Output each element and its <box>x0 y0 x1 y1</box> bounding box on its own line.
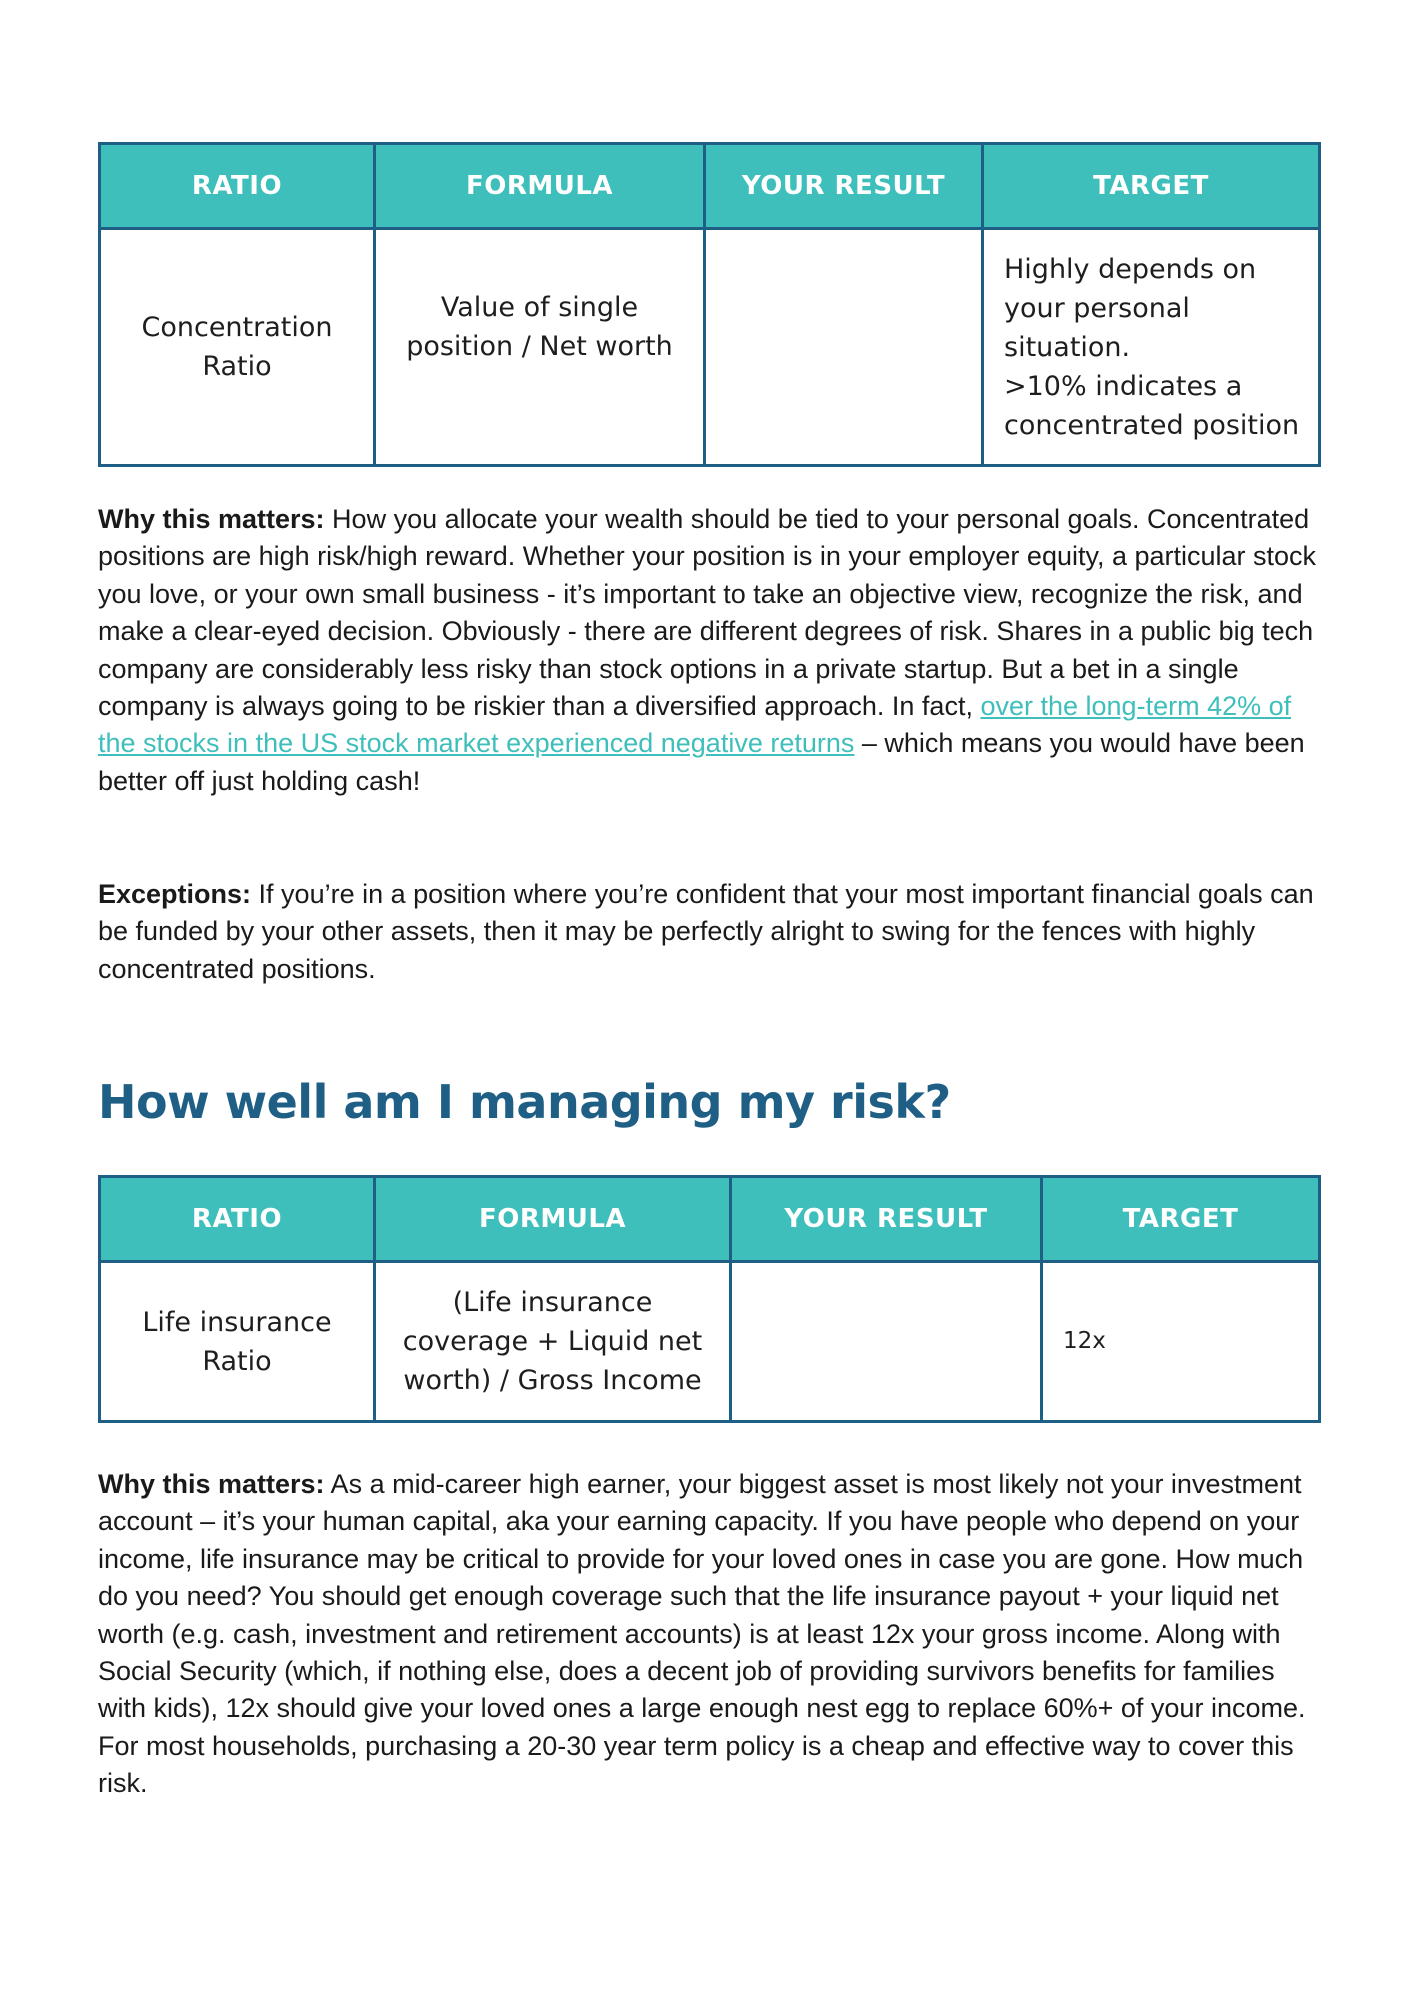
header-your-result: YOUR RESULT <box>705 144 983 229</box>
header-your-result: YOUR RESULT <box>731 1177 1042 1262</box>
ratio-name: Life insurance Ratio <box>142 1306 332 1377</box>
why-this-matters-paragraph-2 <box>98 1466 1328 1803</box>
header-target: TARGET <box>1042 1177 1320 1262</box>
target-text-line-2: >10% indicates a concentrated position <box>1004 370 1300 441</box>
header-ratio: RATIO <box>100 1177 375 1262</box>
header-formula: FORMULA <box>375 1177 731 1262</box>
ratio-cell <box>100 229 375 466</box>
why-this-matters-label: Why this matters: <box>98 504 325 534</box>
formula-text: Value of single position / Net worth <box>406 292 673 362</box>
table-row <box>100 229 1320 466</box>
exceptions-label: Exceptions: <box>98 879 252 909</box>
ratio-cell <box>100 1262 375 1422</box>
table-row <box>100 1262 1320 1422</box>
why-this-matters-label: Why this matters: <box>98 1469 325 1499</box>
why-text-before-link: How you allocate your wealth should be tied to your personal goals. Concentrated positions are high risk/high reward. Whether your position is in your employer equity, a particular stock you love, or your own small business - it’s important to take an objective view, recognize the risk, and make a clear-eyed decision. Obviously - there are different degrees of risk. Shares in a public big tech company are considerably less risky than stock options in a private startup. But a bet in a single company is always going to be riskier than a diversified approach. In fact, <box>98 504 1317 722</box>
negative-returns-link[interactable]: over the long-term 42% of the stocks in the US stock market experienced negative returns <box>98 691 1292 759</box>
your-result-cell[interactable] <box>705 229 983 466</box>
exceptions-paragraph <box>98 876 1328 988</box>
section-heading: How well am I managing my risk? <box>98 1075 951 1129</box>
formula-text: (Life insurance coverage + Liquid net worth) / Gross Income <box>402 1287 703 1396</box>
table-header-row <box>100 1177 1320 1262</box>
why-text-after-link: – which means you would have been better off just holding cash! <box>98 728 1305 796</box>
your-result-cell[interactable] <box>731 1262 1042 1422</box>
header-target: TARGET <box>983 144 1320 229</box>
target-cell: 12x <box>1042 1262 1320 1422</box>
target-cell <box>983 229 1320 466</box>
table-header-row <box>100 144 1320 229</box>
target-text-line-1: Highly depends on your personal situation. <box>1004 253 1257 363</box>
why-text: As a mid-career high earner, your biggest asset is most likely not your investment account – it’s your human capital, aka your earning capacity. If you have people who depend on your income, life insurance may be critical to provide for your loved ones in case you are gone. How much do you need? You should get enough coverage such that the life insurance payout + your liquid net worth (e.g. cash, investment and retirement accounts) is at least 12x your gross income. Along with Social Security (which, if nothing else, does a decent job of providing survivors benefits for families with kids), 12x should give your loved ones a large enough nest egg to replace 60%+ of your income. For most households, purchasing a 20-30 year term policy is a cheap and effective way to cover this risk. <box>98 1469 1306 1799</box>
header-ratio: RATIO <box>100 144 375 229</box>
why-this-matters-paragraph <box>98 501 1328 800</box>
ratio-name: Concentration Ratio <box>141 312 333 382</box>
exceptions-text: If you’re in a position where you’re confident that your most important financial goals can be funded by your other assets, then it may be perfectly alright to swing for the fences with highly concentrated positions. <box>98 879 1314 984</box>
concentration-ratio-table <box>98 142 1321 467</box>
formula-cell <box>375 229 705 466</box>
header-formula: FORMULA <box>375 144 705 229</box>
formula-cell <box>375 1262 731 1422</box>
life-insurance-ratio-table <box>98 1175 1321 1423</box>
